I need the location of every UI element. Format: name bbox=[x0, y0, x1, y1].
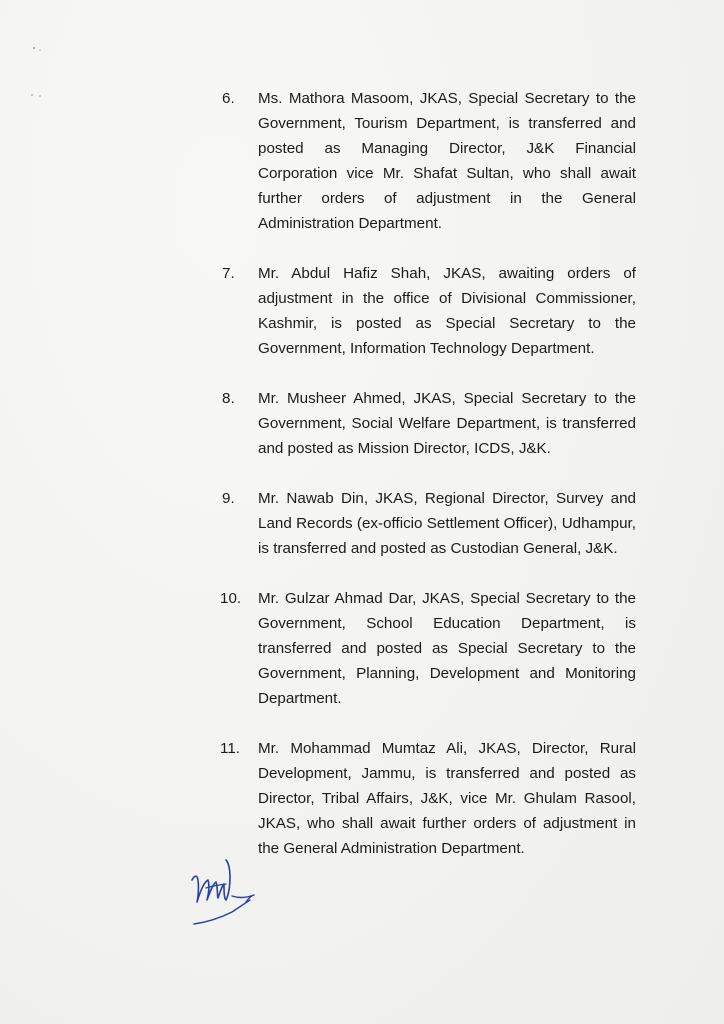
order-text: Mr. Gulzar Ahmad Dar, JKAS, Special Secretary to the Government, School Education Department, is transferred and posted as Special Secretary to the Government, Planning, Development and Monitoring Department. bbox=[258, 590, 636, 707]
order-item-9 bbox=[222, 486, 636, 561]
order-item-7 bbox=[222, 261, 636, 361]
order-text: Mr. Mohammad Mumtaz Ali, JKAS, Director, Rural Development, Jammu, is transferred and posted as Director, Tribal Affairs, J&K, vice Mr. Ghulam Rasool, JKAS, who shall await further orders of adjustment in the General Administration Department. bbox=[258, 740, 636, 857]
order-item-6 bbox=[222, 86, 636, 236]
order-number: 6. bbox=[222, 90, 235, 107]
order-text: Mr. Abdul Hafiz Shah, JKAS, awaiting orders of adjustment in the office of Divisional Commissioner, Kashmir, is posted as Special Secretary to the Government, Information Technology Department. bbox=[258, 265, 636, 357]
order-item-11 bbox=[222, 736, 636, 861]
order-number: 7. bbox=[222, 265, 235, 282]
order-number: 8. bbox=[222, 390, 235, 407]
order-number: 9. bbox=[222, 490, 235, 507]
order-item-10 bbox=[222, 586, 636, 711]
order-text: Mr. Musheer Ahmed, JKAS, Special Secretary to the Government, Social Welfare Department, is transferred and posted as Mission Director, ICDS, J&K. bbox=[258, 390, 636, 457]
order-number: 10. bbox=[220, 590, 242, 607]
order-text: Ms. Mathora Masoom, JKAS, Special Secretary to the Government, Tourism Department, is transferred and posted as Managing Director, J&K Financial Corporation vice Mr. Shafat Sultan, who shall await further orders of adjustment in the General Administration Department. bbox=[258, 90, 636, 232]
order-item-8 bbox=[222, 386, 636, 461]
scan-speck-marks bbox=[28, 40, 58, 100]
handwritten-signature bbox=[188, 858, 272, 934]
transfer-orders-list bbox=[222, 86, 636, 886]
order-number: 11. bbox=[220, 740, 240, 757]
order-text: Mr. Nawab Din, JKAS, Regional Director, Survey and Land Records (ex-officio Settlement Officer), Udhampur, is transferred and posted as Custodian General, J&K. bbox=[258, 490, 636, 557]
